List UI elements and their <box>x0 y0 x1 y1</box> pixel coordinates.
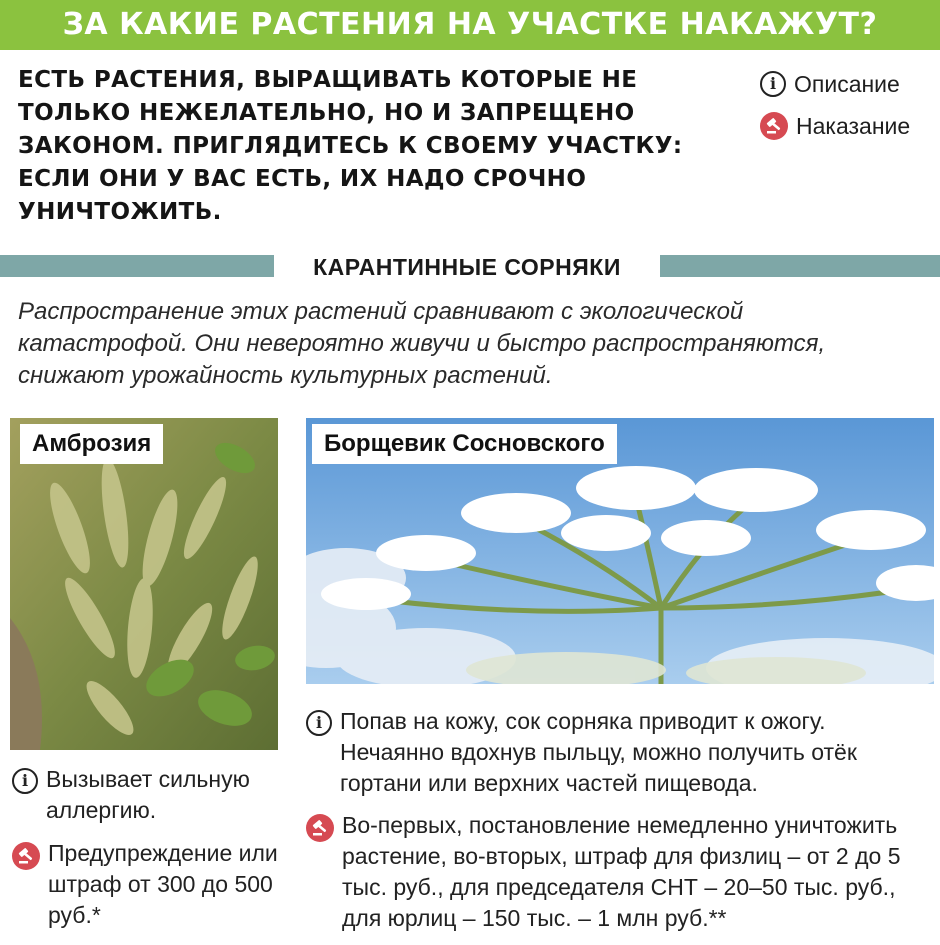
hogweed-punishment <box>306 810 930 934</box>
ambrosia-punishment <box>12 838 282 931</box>
info-icon: i <box>306 710 332 736</box>
gavel-icon <box>760 112 788 140</box>
hogweed-photo <box>306 418 934 684</box>
page-title: ЗА КАКИЕ РАСТЕНИЯ НА УЧАСТКЕ НАКАЖУТ? <box>0 0 940 50</box>
hogweed-description <box>306 706 930 799</box>
hogweed-punishment-text: Во-первых, постановление немедленно уничтожить растение, во-вторых, штраф для физлиц – от 2 до 5 тыс. руб., для председателя СНТ – 20–50 тыс. руб., для юрлиц – 150 тыс. – 1 млн руб.** <box>342 812 901 931</box>
ambrosia-photo <box>10 418 278 750</box>
legend-description <box>760 66 940 102</box>
ambrosia-description-text: Вызывает сильную аллергию. <box>46 766 250 823</box>
hogweed-label: Борщевик Сосновского <box>312 424 617 464</box>
ambrosia-description <box>12 764 282 826</box>
section-title: КАРАНТИННЫЕ СОРНЯКИ <box>274 248 660 286</box>
legend-description-label: Описание <box>794 70 900 97</box>
legend-punishment <box>760 108 940 144</box>
lead-text: Распространение этих растений сравнивают с экологической катастрофой. Они невероятно живучи и быстро распространяются, снижают урожайность культурных растений. <box>18 298 826 389</box>
gavel-icon <box>306 814 334 842</box>
legend <box>760 66 940 150</box>
info-icon: i <box>760 71 786 97</box>
hogweed-description-text: Попав на кожу, сок сорняка приводит к ожогу. Нечаянно вдохнув пыльцу, можно получить отёк гортани или верхних частей пищевода. <box>340 708 857 796</box>
gavel-icon <box>12 842 40 870</box>
info-icon: i <box>12 768 38 794</box>
legend-punishment-label: Наказание <box>796 112 911 139</box>
intro-text: ЕСТЬ РАСТЕНИЯ, ВЫРАЩИВАТЬ КОТОРЫЕ НЕ ТОЛЬКО НЕЖЕЛАТЕЛЬНО, НО И ЗАПРЕЩЕНО ЗАКОНОМ. ПРИГЛЯДИТЕСЬ К СВОЕМУ УЧАСТКУ: ЕСЛИ ОНИ У ВАС ЕСТЬ, ИХ НАДО СРОЧНО УНИЧТОЖИТЬ. <box>18 67 683 225</box>
ambrosia-label: Амброзия <box>20 424 163 464</box>
ambrosia-punishment-text: Предупреждение или штраф от 300 до 500 руб.* <box>48 840 278 928</box>
